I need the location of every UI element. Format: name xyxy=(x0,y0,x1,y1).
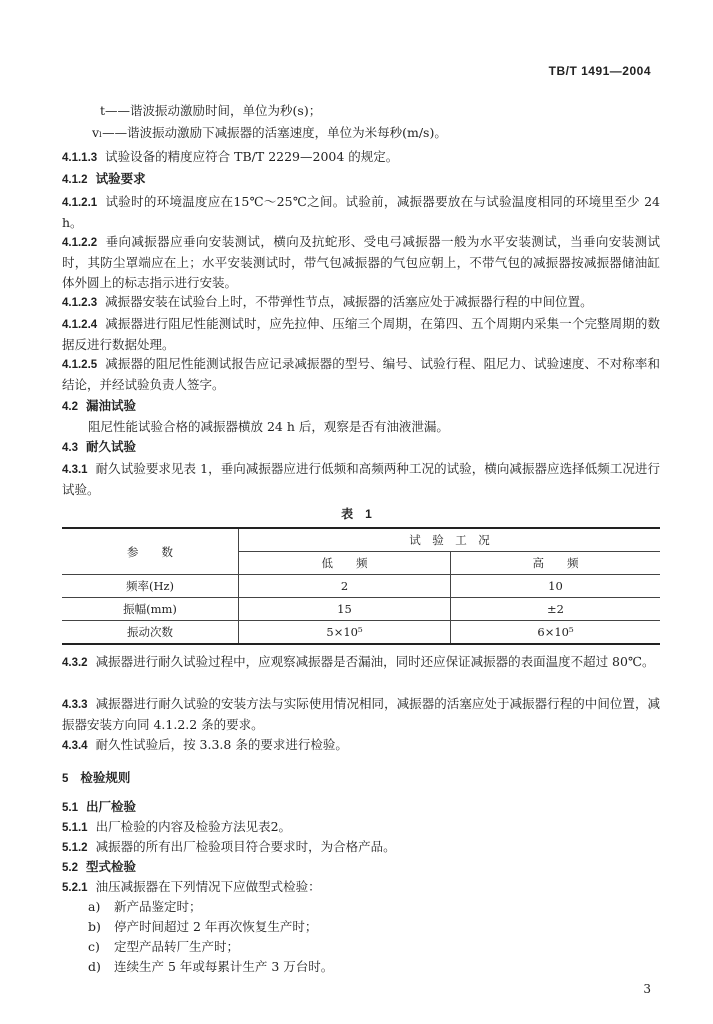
clause-number: 5.2 xyxy=(62,862,78,874)
clause-5-1-1 xyxy=(62,817,660,838)
clause-4-1-2-3 xyxy=(62,292,660,313)
clause-text: 试验设备的精度应符合 TB/T 2229—2004 的规定。 xyxy=(105,149,399,164)
list-label: b) xyxy=(88,919,101,934)
clause-4-3-1 xyxy=(62,459,660,500)
low-cell: 15 xyxy=(239,598,451,621)
heading-4-2 xyxy=(62,396,660,417)
clause-text: 试验时的环境温度应在15℃～25℃之间。试验前，减振器要放在与试验温度相同的环境里至少 24 h。 xyxy=(62,194,660,230)
clause-number: 4.3.2 xyxy=(62,657,88,669)
heading-5 xyxy=(62,768,660,789)
heading-4-1-2 xyxy=(62,169,660,190)
heading-text: 试验要求 xyxy=(95,172,146,186)
clause-4-2-body: 阻尼性能试验合格的减振器横放 24 h 后，观察是否有油液泄漏。 xyxy=(88,419,449,434)
clause-4-1-2-2 xyxy=(62,232,660,293)
high-cell: 6×10⁵ xyxy=(451,621,661,645)
table-header-row xyxy=(62,528,660,552)
clause-number: 4.1.2.5 xyxy=(62,359,98,371)
high-cell: 10 xyxy=(451,575,661,598)
heading-5-1 xyxy=(62,797,660,818)
low-freq-header: 低 频 xyxy=(239,552,451,575)
clause-number: 4.1.2.1 xyxy=(62,197,98,209)
clause-number: 4.3.4 xyxy=(62,740,88,752)
heading-4-3 xyxy=(62,437,660,458)
clause-text: 垂向减振器应垂向安装测试，横向及抗蛇形、受电弓减振器一般为水平安装测试，当垂向安装测试时，其防尘罩端应在上；水平安装测试时，带气包减振器的气包应朝上，不带气包的减振器按减振器储油缸体外圆上的标志指示进行安装。 xyxy=(62,234,660,290)
clause-text: 减振器安装在试验台上时，不带弹性节点，减振器的活塞应处于减振器行程的中间位置。 xyxy=(105,294,593,309)
clause-number: 5.1 xyxy=(62,802,78,814)
clause-text: 减振器进行耐久试验的安装方法与实际使用情况相同，减振器的活塞应处于减振器行程的中间位置，减振器安装方向同 4.1.2.2 条的要求。 xyxy=(62,696,660,732)
clause-number: 4.2 xyxy=(62,401,78,413)
clause-number: 4.3 xyxy=(62,442,78,454)
clause-number: 4.1.1.3 xyxy=(62,152,98,164)
clause-number: 5.1.2 xyxy=(62,842,88,854)
standard-code-header: TB/T 1491—2004 xyxy=(548,64,651,78)
clause-4-3-2 xyxy=(62,652,660,673)
table-row xyxy=(62,621,660,645)
high-freq-header: 高 频 xyxy=(451,552,661,575)
page-number: 3 xyxy=(643,982,651,996)
clause-4-1-2-5 xyxy=(62,354,660,395)
clause-number: 5 xyxy=(62,773,69,785)
table-1 xyxy=(62,527,660,645)
clause-number: 4.1.2 xyxy=(62,174,88,186)
list-label: a) xyxy=(88,899,101,914)
clause-number: 5.1.1 xyxy=(62,822,88,834)
clause-4-1-2-1 xyxy=(62,192,660,233)
list-text: 新产品鉴定时； xyxy=(114,899,202,914)
clause-number: 4.1.2.4 xyxy=(62,319,98,331)
list-label: c) xyxy=(88,939,100,954)
list-label: d) xyxy=(88,959,101,974)
clause-number: 5.2.1 xyxy=(62,882,88,894)
clause-text: 油压减振器在下列情况下应做型式检验： xyxy=(95,879,321,894)
clause-text: 减振器进行阻尼性能测试时，应先拉伸、压缩三个周期，在第四、五个周期内采集一个完整周期的数据反进行数据处理。 xyxy=(62,316,660,352)
clause-number: 4.1.2.3 xyxy=(62,297,98,309)
low-cell: 2 xyxy=(239,575,451,598)
heading-text: 检验规则 xyxy=(80,771,131,785)
table-1-caption: 表 1 xyxy=(341,507,372,521)
clause-number: 4.3.3 xyxy=(62,699,88,711)
table-row xyxy=(62,575,660,598)
clause-text: 耐久试验要求见表 1，垂向减振器应进行低频和高频两种工况的试验，横向减振器应选择低频工况进行试验。 xyxy=(62,461,660,497)
clause-4-1-1-3 xyxy=(62,147,660,168)
list-item xyxy=(88,917,317,937)
param-header: 参 数 xyxy=(62,528,239,575)
clause-5-2-1 xyxy=(62,877,660,898)
table-row xyxy=(62,598,660,621)
high-cell: ±2 xyxy=(451,598,661,621)
clause-4-1-2-4 xyxy=(62,314,660,355)
clause-text: 减振器的所有出厂检验项目符合要求时，为合格产品。 xyxy=(95,839,396,854)
list-item xyxy=(88,897,202,917)
heading-text: 型式检验 xyxy=(86,860,137,874)
clause-text: 耐久性试验后，按 3.3.8 条的要求进行检验。 xyxy=(95,737,348,752)
list-text: 停产时间超过 2 年再次恢复生产时； xyxy=(114,919,318,934)
clause-4-3-3 xyxy=(62,694,660,735)
group-header: 试 验 工 况 xyxy=(239,528,661,552)
variable-definition-t: t——谐波振动激励时间，单位为秒(s)； xyxy=(100,103,322,118)
variable-definition-v: vₗ——谐波振动激励下减振器的活塞速度，单位为米每秒(m/s)。 xyxy=(92,125,447,140)
heading-5-2 xyxy=(62,857,660,878)
list-text: 连续生产 5 年或每累计生产 3 万台时。 xyxy=(114,959,334,974)
list-item xyxy=(88,957,333,977)
heading-text: 漏油试验 xyxy=(86,399,137,413)
list-text: 定型产品转厂生产时； xyxy=(114,939,240,954)
clause-5-1-2 xyxy=(62,837,660,858)
param-cell: 频率(Hz) xyxy=(62,575,239,598)
low-cell: 5×10⁵ xyxy=(239,621,451,645)
heading-text: 出厂检验 xyxy=(86,800,137,814)
clause-text: 减振器进行耐久试验过程中，应观察减振器是否漏油，同时还应保证减振器的表面温度不超过 80℃。 xyxy=(95,654,655,669)
param-cell: 振动次数 xyxy=(62,621,239,645)
clause-text: 出厂检验的内容及检验方法见表2。 xyxy=(95,819,292,834)
clause-number: 4.1.2.2 xyxy=(62,237,98,249)
param-cell: 振幅(mm) xyxy=(62,598,239,621)
clause-number: 4.3.1 xyxy=(62,464,88,476)
clause-4-3-4 xyxy=(62,735,660,756)
clause-text: 减振器的阻尼性能测试报告应记录减振器的型号、编号、试验行程、阻尼力、试验速度、不对称率和结论，并经试验负责人签字。 xyxy=(62,356,660,392)
list-item xyxy=(88,937,239,957)
heading-text: 耐久试验 xyxy=(86,440,137,454)
